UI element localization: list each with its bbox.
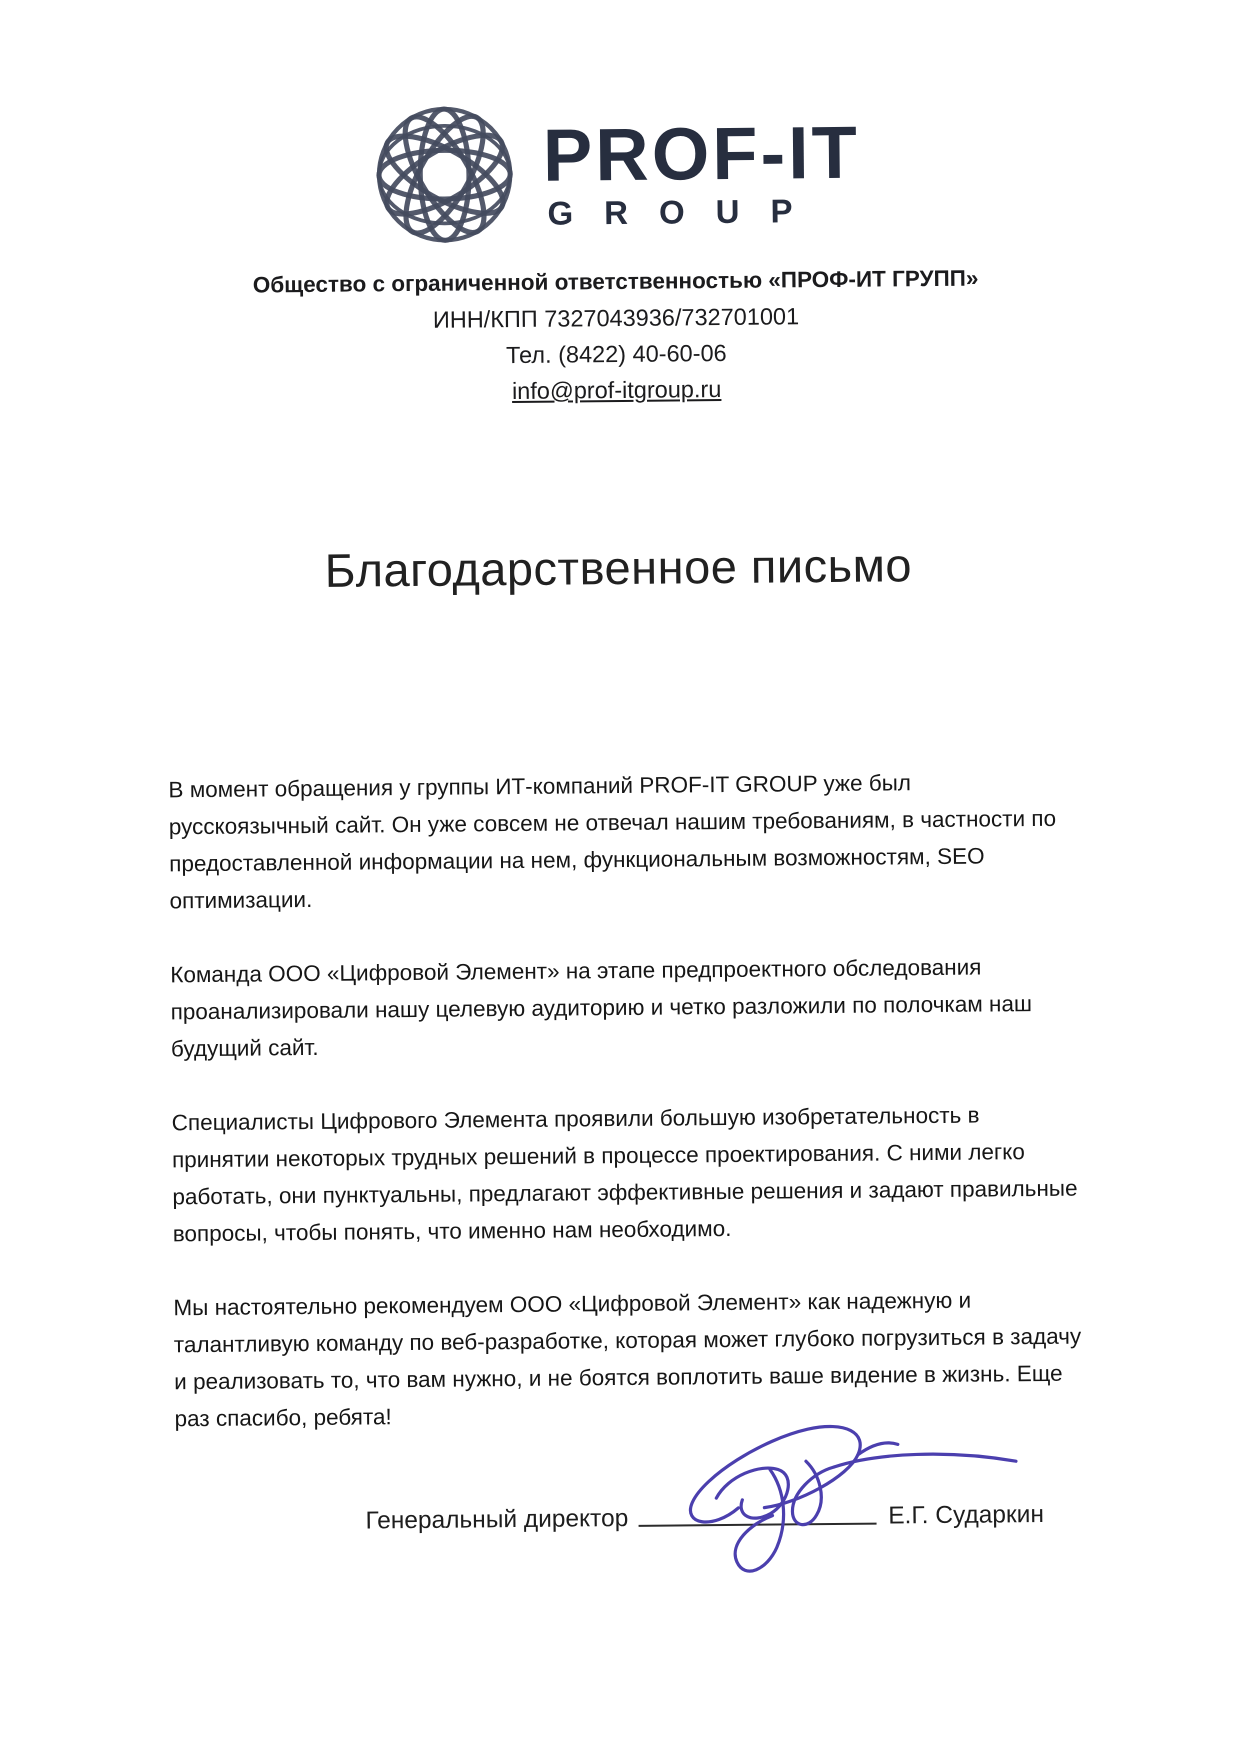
company-name: Общество с ограниченной ответственностью «ПРОФ-ИТ ГРУПП» <box>252 265 979 298</box>
letter-body <box>168 763 1082 1438</box>
body-paragraph: Специалисты Цифрового Элемента проявили большую изобретательность в принятии некоторых трудных решений в процессе проектирования. С ними легко работать, они пунктуальны, предлагают эффективные решения и задают правильные вопросы, чтобы понять, что именно нам необходимо. <box>171 1102 1078 1247</box>
company-phone: Тел. (8422) 40-60-06 <box>505 339 727 369</box>
body-paragraph: Мы настоятельно рекомендуем ООО «Цифровой Элемент» как надежную и талантливую команду по веб-разработке, которая может глубоко погрузиться в задачу и реализовать то, что вам нужно, и не боятся воплотить ваше видение в жизнь. Еще раз спасибо, ребята! <box>173 1287 1082 1432</box>
logo-name: PROF-IT <box>542 110 861 197</box>
geodesic-globe-icon <box>368 99 519 250</box>
signer-role: Генеральный директор <box>365 1504 629 1535</box>
logo-subname: GROUP <box>547 191 824 232</box>
company-inn-kpp: ИНН/КПП 7327043936/732701001 <box>432 303 800 333</box>
body-paragraph: В момент обращения у группы ИТ-компаний PROF-IT GROUP уже был русскоязычный сайт. Он уже совсем не отвечал нашим требованиям, в частности по предоставленной информации на нем, функциональным возможностям, SEO оптимизации. <box>168 770 1057 914</box>
signature-block <box>365 1499 1240 1537</box>
signature-line <box>638 1523 876 1527</box>
body-paragraph: Команда ООО «Цифровой Элемент» на этапе предпроектного обследования проанализировали нашу целевую аудиторию и четко разложили по полочкам наш будущий сайт. <box>170 954 1033 1062</box>
company-requisites <box>0 258 1237 418</box>
logo-wordmark <box>542 110 861 232</box>
signer-name: Е.Г. Сударкин <box>888 1500 1045 1530</box>
company-email-link[interactable]: info@prof-itgroup.ru <box>511 376 722 405</box>
page-title: Благодарственное письмо <box>324 538 913 597</box>
company-logo <box>0 0 1235 254</box>
